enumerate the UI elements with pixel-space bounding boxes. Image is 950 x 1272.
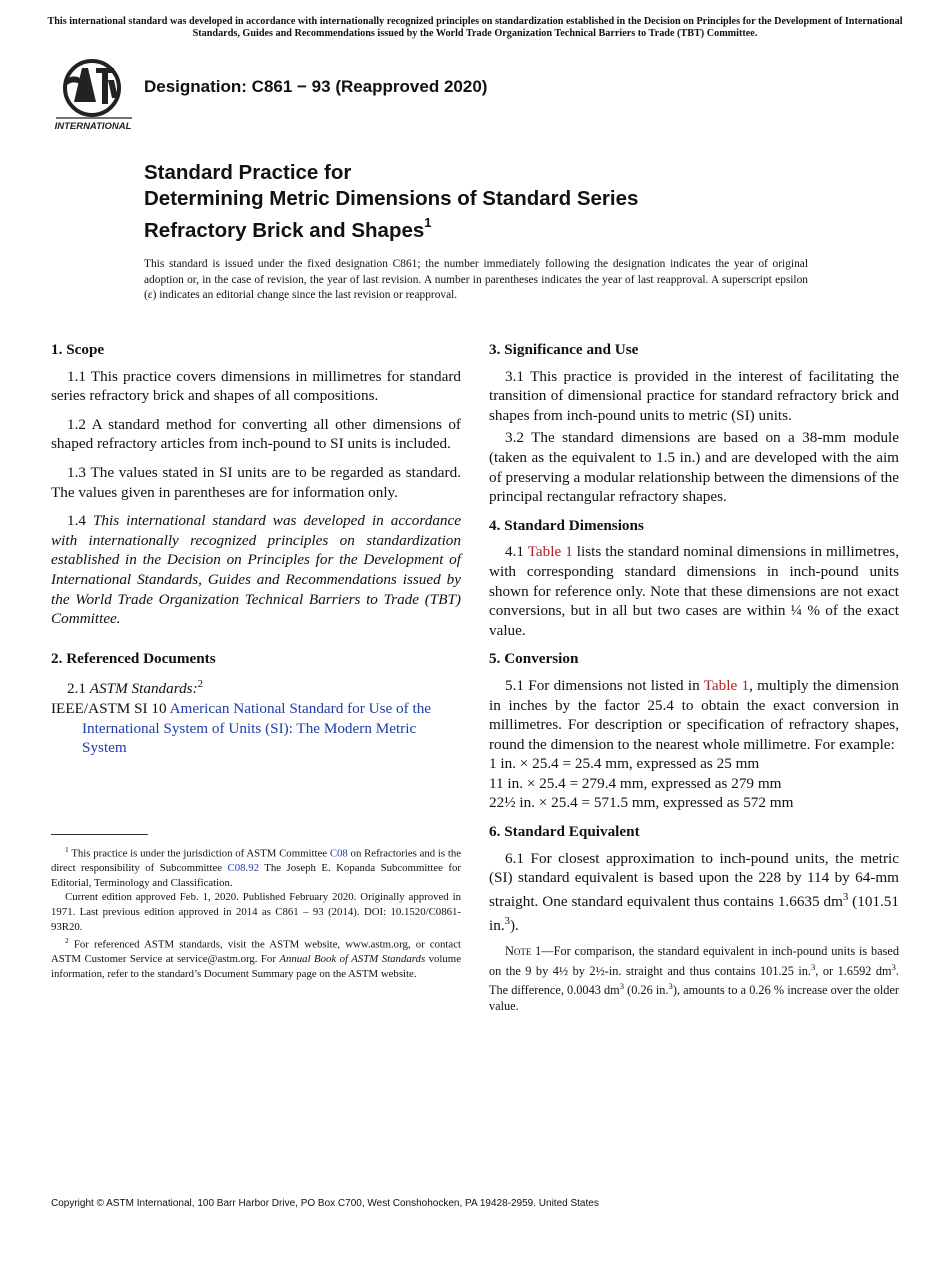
title-line-1: Standard Practice for	[144, 161, 352, 184]
conversion-example: 22½ in. × 25.4 = 571.5 mm, expressed as 572 mm	[489, 794, 794, 812]
copyright: Copyright © ASTM International, 100 Barr Harbor Drive, PO Box C700, West Conshohocken, PA 19428-2959. United States	[51, 1198, 599, 1209]
title-line-3: Refractory Brick and Shapes$^1$	[144, 215, 432, 242]
designation: Designation: C861 − 93 (Reapproved 2020)	[144, 77, 488, 96]
table-1-link[interactable]: Table 1	[527, 543, 573, 561]
reference-si10: IEEE/ASTM SI 10 American National Standard for Use of the International System of Units (SI): The Modern Metric System	[51, 699, 432, 757]
section-heading-referenced: 2. Referenced Documents	[51, 649, 216, 667]
issue-note: This standard is issued under the fixed designation C861; the number immediately following the designation indicates the year of original adoption or, in the case of revision, the year of last revision. A number in parentheses indicates the year of last reapproval. A superscript epsilon (ε) indicates an editorial change since the last revision or reapproval.	[144, 258, 808, 301]
para-4-1: 4.1 Table 1 lists the standard nominal dimensions in millimetres, with corresponding standard dimensions in inch-pound units shown for reference only. Note that these dimensions are not exact conversions, but in all but two cases are within ¼ % of the exact value.	[489, 543, 899, 639]
para-3-1: 3.1 This practice is provided in the interest of facilitating the transition of dimensional practice for standard refractory brick and shapes from inch-pound units to metric (SI) units.	[489, 367, 899, 424]
left-column	[51, 340, 461, 758]
title-line-2: Determining Metric Dimensions of Standard Series	[144, 187, 639, 210]
section-heading-dimensions: 4. Standard Dimensions	[489, 516, 644, 534]
para-1-2: 1.2 A standard method for converting all other dimensions of shaped refractory articles from inch-pound to SI units is included.	[51, 415, 461, 453]
footnote-1: $^1$ This practice is under the jurisdiction of ASTM Committee C08 on Refractories and is the direct responsibility of Subcommittee C08.92 The Joseph E. Kopanda Subcommittee for Editorial, Terminology and Classification.	[51, 845, 462, 889]
document-title	[144, 160, 864, 244]
para-6-1: 6.1 For closest approximation to inch-pound units, the metric (SI) standard equivalent is based upon the 228 by 114 by 64-mm straight. One standard equivalent thus contains 1.6635 $dm^3$ (101.51 in.$^3$).	[489, 849, 899, 934]
section-heading-significance: 3. Significance and Use	[489, 341, 639, 358]
committee-c08-link[interactable]: C08	[329, 847, 348, 860]
astm-logo-icon	[52, 58, 134, 132]
para-1-3: 1.3 The values stated in SI units are to be regarded as standard. The values given in parentheses are for information only.	[51, 463, 461, 501]
para-2-1: 2.1 ASTM Standards:$^2$	[67, 679, 203, 698]
note-label: Note 1	[505, 944, 542, 959]
section-heading-equivalent: 6. Standard Equivalent	[489, 823, 640, 841]
footnote-2: $^2$ For referenced ASTM standards, visit the ASTM website, www.astm.org, or contact ASTM Customer Service at service@astm.org. For Annual Book of ASTM Standards volume information, refer to the standard’s Document Summary page on the ASTM website.	[51, 936, 461, 980]
title-footnote-mark: 1	[424, 215, 432, 230]
logo-text: INTERNATIONAL	[54, 121, 132, 132]
conversion-example: 11 in. × 25.4 = 279.4 mm, expressed as 279 mm	[489, 774, 782, 792]
right-column	[489, 340, 899, 1014]
para-1-1: 1.1 This practice covers dimensions in millimetres for standard series refractory brick and shapes of all compositions.	[51, 367, 461, 405]
para-5-1: 5.1 For dimensions not listed in Table 1, multiply the dimension in inches by the factor 25.4 to obtain the exact conversion in millimetres. For description or specification of refractory shapes, round the dimension to the nearest whole millimetre. For example:	[489, 676, 899, 753]
para-3-2: 3.2 The standard dimensions are based on a 38-mm module (taken as the equivalent to 1.5 in.) and are developed with the aim of preserving a modular relationship between the dimensions of the principal rectangular refractory shapes.	[489, 429, 899, 506]
para-1-4: 1.4 This international standard was developed in accordance with internationally recognized principles on standardization established in the Decision on Principles for the Development of International Standards, Guides and Recommendations issued by the World Trade Organization Technical Barriers to Trade (TBT) Committee.	[51, 512, 462, 628]
table-1-link[interactable]: Table 1	[703, 676, 750, 694]
section-heading-conversion: 5. Conversion	[489, 650, 579, 668]
top-notice: This international standard was developed in accordance with internationally recognized principles on standardization established in the Decision on Principles for the Development of International Standards, Guides and Recommendations issued by the World Trade Organization Technical Barriers to Trade (TBT) Committee.	[47, 16, 903, 39]
section-heading-scope: 1. Scope	[51, 341, 105, 358]
footnote-divider	[51, 834, 148, 835]
reference-si10-link[interactable]: American National Standard for Use of the International System of Units (SI): The Modern Metric System	[82, 699, 432, 757]
edition-info: Current edition approved Feb. 1, 2020. Published February 2020. Originally approved in 1971. Last previous edition approved in 2014 as C861 – 93 (2014). DOI: 10.1520/C0861-93R20.	[51, 891, 461, 933]
conversion-example: 1 in. × 25.4 = 25.4 mm, expressed as 25 mm	[489, 755, 760, 773]
footnotes	[51, 843, 461, 982]
note-1: Note 1—For comparison, the standard equivalent in inch-pound units is based on the 9 by 4½ by 2½-in. straight and thus contains 101.25 in.$^3$, or 1.6592 $dm^3$. The difference, 0.0043 $dm^3$ (0.26 in.$^3$), amounts to a 0.26 % increase over the older value.	[489, 944, 899, 1013]
subcommittee-c0892-link[interactable]: C08.92	[227, 862, 260, 875]
